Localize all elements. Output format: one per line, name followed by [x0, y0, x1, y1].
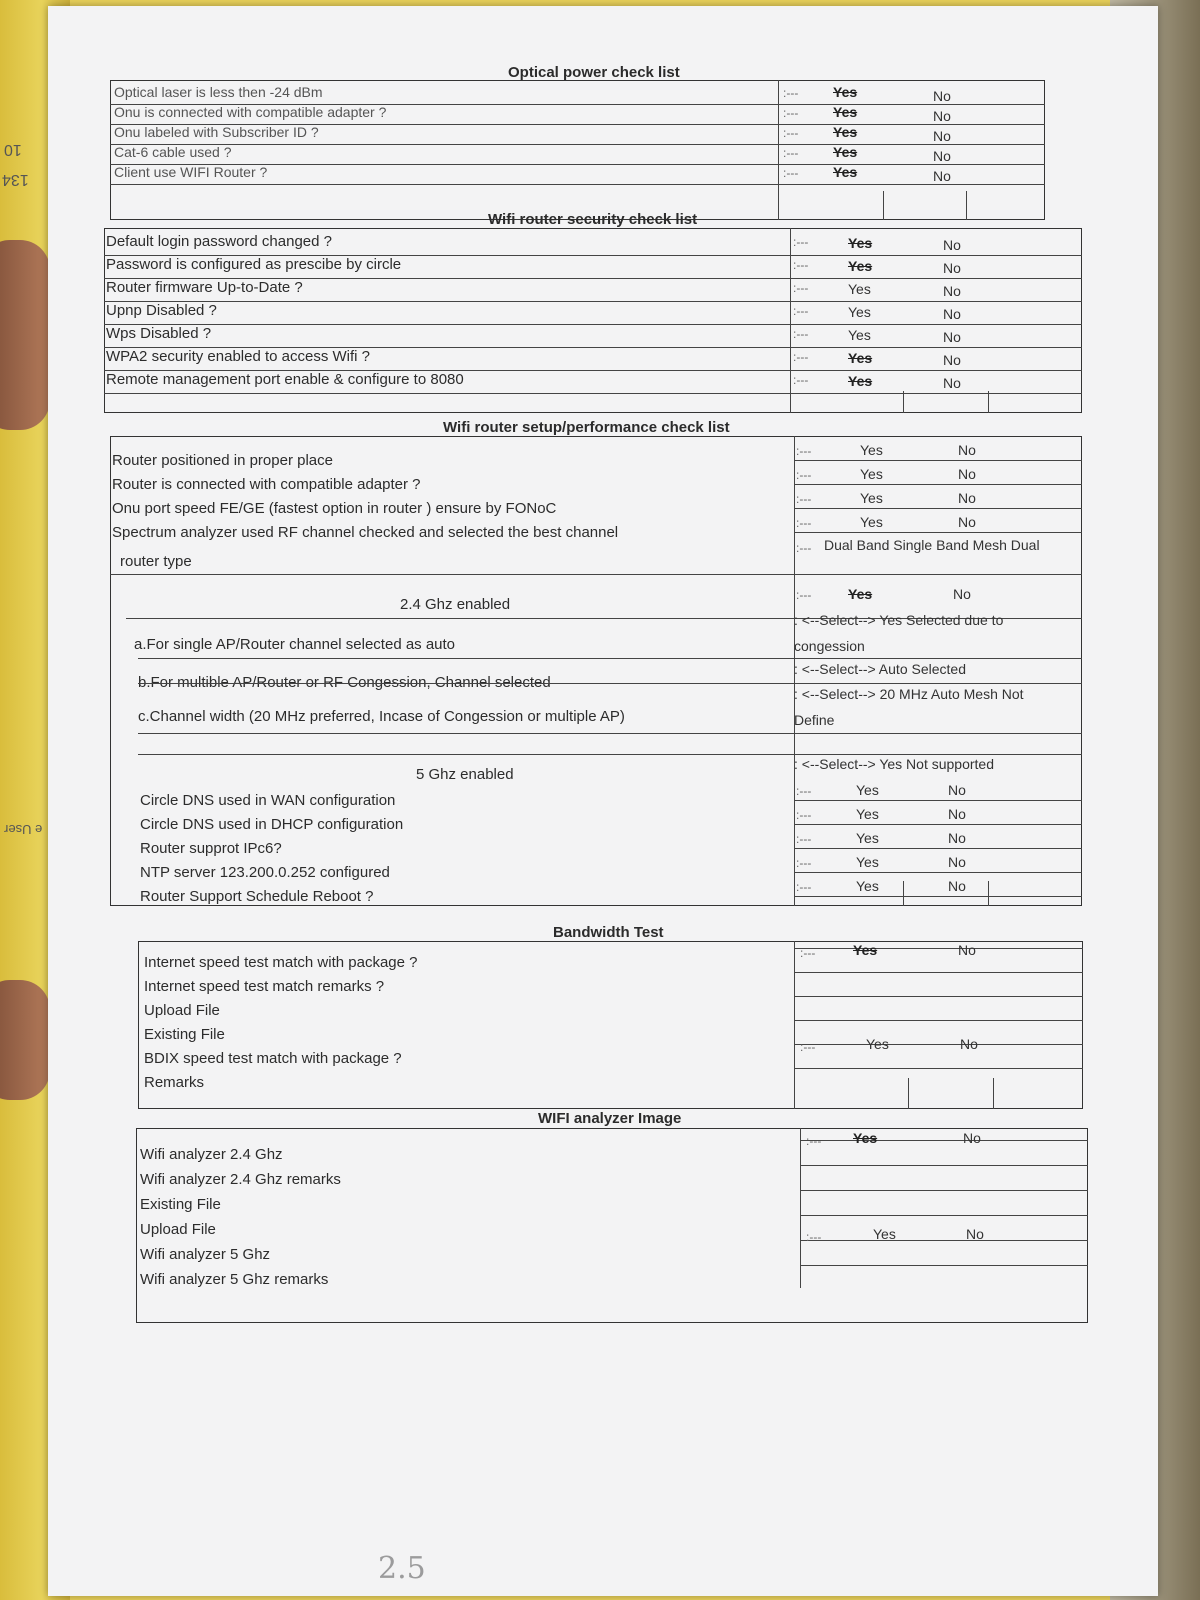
row-divider: [110, 574, 1082, 575]
no-option[interactable]: No: [958, 442, 976, 458]
question-label: Internet speed test match with package ?: [144, 954, 418, 971]
no-option[interactable]: No: [948, 854, 966, 870]
question-label: Wifi analyzer 2.4 Ghz: [140, 1146, 283, 1163]
question-label: Router is connected with compatible adapter ?: [112, 476, 421, 493]
question-label: Cat-6 cable used ?: [114, 144, 232, 160]
row-divider: [138, 683, 1082, 684]
row-divider: [800, 1240, 1088, 1241]
dash-marker: :---: [806, 1134, 822, 1148]
dash-marker: :---: [796, 541, 812, 555]
dash-marker: :---: [793, 304, 809, 318]
yes-option[interactable]: Yes: [856, 830, 879, 846]
row-divider: [794, 1020, 1083, 1021]
yes-option-checked[interactable]: Yes: [853, 942, 878, 958]
no-option[interactable]: No: [933, 108, 951, 124]
finger-shape: [0, 980, 50, 1100]
question-label: Onu is connected with compatible adapter ?: [114, 104, 387, 120]
row-divider: [110, 144, 1045, 145]
dash-marker: :---: [783, 86, 799, 100]
question-label: Remote management port enable & configure to 8080: [106, 371, 464, 388]
row-divider: [138, 754, 1082, 755]
question-label: Upload File: [144, 1002, 220, 1019]
question-label: Wifi analyzer 2.4 Ghz remarks: [140, 1171, 341, 1188]
row-divider: [794, 532, 1082, 533]
dash-marker: :---: [806, 1230, 822, 1244]
question-label: Upnp Disabled ?: [106, 302, 217, 319]
optical-table: [110, 80, 1045, 220]
yes-option[interactable]: Yes: [856, 782, 879, 798]
yes-option-checked[interactable]: Yes: [833, 84, 858, 100]
row-divider: [794, 948, 1083, 949]
no-option[interactable]: No: [960, 1036, 978, 1052]
channel-selected-value[interactable]: : <--Select--> Auto Selected: [794, 661, 966, 677]
channel-selected-label: b.For multible AP/Router or RF Congession, Channel selected: [138, 674, 551, 691]
no-option[interactable]: No: [933, 88, 951, 104]
yes-option[interactable]: Yes: [866, 1036, 889, 1052]
dash-marker: :---: [796, 492, 812, 506]
router-type-label: router type: [120, 553, 192, 570]
finger-shape: [0, 240, 50, 430]
question-label: Router positioned in proper place: [112, 452, 333, 469]
row-divider: [794, 800, 1082, 801]
row-divider: [794, 972, 1083, 973]
yes-option[interactable]: Yes: [860, 466, 883, 482]
row-divider: [794, 1068, 1083, 1069]
yes-option[interactable]: Yes: [856, 806, 879, 822]
yes-option[interactable]: Yes: [856, 854, 879, 870]
section-title-analyzer: WIFI analyzer Image: [538, 1110, 682, 1127]
row-divider: [794, 484, 1082, 485]
channel-auto-value-cont: congession: [794, 638, 865, 654]
row-divider: [794, 824, 1082, 825]
no-option[interactable]: No: [943, 352, 961, 368]
question-label: Existing File: [144, 1026, 225, 1043]
question-label: Wifi analyzer 5 Ghz remarks: [140, 1271, 329, 1288]
row-divider: [794, 872, 1082, 873]
question-label: Router firmware Up-to-Date ?: [106, 279, 303, 296]
dash-marker: :---: [796, 832, 812, 846]
yes-option-checked[interactable]: Yes: [833, 144, 858, 160]
section-title-optical: Optical power check list: [508, 64, 680, 81]
no-option[interactable]: No: [948, 782, 966, 798]
question-label: Upload File: [140, 1221, 216, 1238]
cell-divider: [993, 1078, 994, 1109]
row-divider: [794, 996, 1083, 997]
no-option[interactable]: No: [943, 375, 961, 391]
no-option[interactable]: No: [958, 490, 976, 506]
yes-option[interactable]: Yes: [860, 514, 883, 530]
yes-option[interactable]: Yes: [856, 878, 879, 894]
question-label: Wifi analyzer 5 Ghz: [140, 1246, 271, 1263]
dash-marker: :---: [783, 106, 799, 120]
section-title-setup: Wifi router setup/performance check list: [443, 419, 730, 436]
cell-divider: [883, 191, 884, 220]
no-option[interactable]: No: [943, 306, 961, 322]
yes-option-checked[interactable]: Yes: [853, 1130, 878, 1146]
dash-marker: :---: [796, 588, 812, 602]
yes-option-checked[interactable]: Yes: [848, 373, 873, 389]
question-label: Circle DNS used in WAN configuration: [140, 792, 396, 809]
row-divider: [794, 508, 1082, 509]
row-divider: [794, 460, 1082, 461]
row-divider: [800, 1165, 1088, 1166]
yes-option[interactable]: Yes: [873, 1226, 896, 1242]
question-label: Client use WIFI Router ?: [114, 164, 268, 180]
yes-option-checked[interactable]: Yes: [833, 104, 858, 120]
channel-auto-label: a.For single AP/Router channel selected as auto: [134, 636, 456, 653]
dash-marker: :---: [796, 880, 812, 894]
channel-width-label: c.Channel width (20 MHz preferred, Incase of Congession or multiple AP): [138, 708, 625, 725]
question-label: Internet speed test match remarks ?: [144, 978, 385, 995]
question-label: Wps Disabled ?: [106, 325, 212, 342]
dash-marker: :---: [793, 350, 809, 364]
no-option[interactable]: No: [943, 283, 961, 299]
column-divider: [800, 1128, 801, 1288]
dash-marker: :---: [783, 126, 799, 140]
no-option[interactable]: No: [933, 128, 951, 144]
question-label: Remarks: [144, 1074, 205, 1091]
ghz24-label: 2.4 Ghz enabled: [400, 596, 511, 613]
cell-divider: [966, 191, 967, 220]
dash-marker: :---: [783, 146, 799, 160]
yes-option-checked[interactable]: Yes: [833, 124, 858, 140]
row-divider: [794, 896, 1082, 897]
row-divider: [104, 301, 1082, 302]
section-title-bandwidth: Bandwidth Test: [553, 924, 664, 941]
column-divider: [778, 80, 779, 220]
no-option[interactable]: No: [943, 237, 961, 253]
dash-marker: :---: [793, 373, 809, 387]
yes-option[interactable]: Yes: [848, 281, 871, 297]
dash-marker: :---: [783, 166, 799, 180]
dash-marker: :---: [793, 258, 809, 272]
question-label: Password is configured as prescibe by circle: [106, 256, 402, 273]
question-label: Router supprot IPc6?: [140, 840, 282, 857]
cell-divider: [988, 881, 989, 906]
no-option[interactable]: No: [933, 148, 951, 164]
question-label: Onu labeled with Subscriber ID ?: [114, 124, 319, 140]
dash-marker: :---: [796, 856, 812, 870]
row-divider: [104, 393, 1082, 394]
cell-divider: [903, 881, 904, 906]
question-label: Existing File: [140, 1196, 221, 1213]
no-option[interactable]: No: [958, 942, 976, 958]
dash-marker: :---: [800, 1040, 816, 1054]
dash-marker: :---: [793, 281, 809, 295]
question-label: Onu port speed FE/GE (fastest option in router ) ensure by FONoC: [112, 500, 557, 517]
dash-marker: :---: [793, 327, 809, 341]
dash-marker: :---: [796, 808, 812, 822]
row-divider: [800, 1190, 1088, 1191]
row-divider: [800, 1215, 1088, 1216]
question-label: WPA2 security enabled to access Wifi ?: [106, 348, 370, 365]
yes-option[interactable]: Yes: [860, 442, 883, 458]
yes-option-checked[interactable]: Yes: [848, 235, 873, 251]
row-divider: [138, 658, 1082, 659]
no-option[interactable]: No: [958, 514, 976, 530]
side-text: e User: [4, 822, 43, 837]
row-divider: [138, 733, 1082, 734]
channel-auto-value[interactable]: : <--Select--> Yes Selected due to: [794, 612, 1004, 628]
channel-width-value[interactable]: : <--Select--> 20 MHz Auto Mesh Not: [794, 686, 1024, 702]
column-divider: [794, 941, 795, 1109]
dash-marker: :---: [796, 784, 812, 798]
dash-marker: :---: [796, 444, 812, 458]
cell-divider: [903, 391, 904, 413]
question-label: Optical laser is less then -24 dBm: [114, 84, 323, 100]
channel-width-value-cont: Define: [794, 712, 835, 728]
yes-option[interactable]: Yes: [848, 304, 871, 320]
no-option[interactable]: No: [943, 329, 961, 345]
row-divider: [110, 184, 1045, 185]
dash-marker: :---: [793, 235, 809, 249]
no-option[interactable]: No: [933, 168, 951, 184]
question-label: Router Support Schedule Reboot ?: [140, 888, 374, 905]
no-option[interactable]: No: [943, 260, 961, 276]
no-option[interactable]: No: [948, 830, 966, 846]
side-text: 10: [4, 141, 22, 158]
side-text: 134: [2, 171, 29, 188]
row-divider: [794, 1044, 1083, 1045]
no-option[interactable]: No: [958, 466, 976, 482]
row-divider: [800, 1265, 1088, 1266]
no-option[interactable]: No: [953, 586, 971, 602]
dash-marker: :---: [796, 468, 812, 482]
dash-marker: :---: [796, 516, 812, 530]
no-option[interactable]: No: [948, 878, 966, 894]
yes-option[interactable]: Yes: [848, 327, 871, 343]
yes-option-checked[interactable]: Yes: [848, 586, 873, 602]
cell-divider: [908, 1078, 909, 1109]
question-label: NTP server 123.200.0.252 configured: [140, 864, 390, 881]
section-title-security: Wifi router security check list: [488, 211, 698, 228]
yes-option-checked[interactable]: Yes: [848, 350, 873, 366]
question-label: Circle DNS used in DHCP configuration: [140, 816, 404, 833]
question-label: Default login password changed ?: [106, 233, 332, 250]
cell-divider: [988, 391, 989, 413]
ghz5-label: 5 Ghz enabled: [416, 766, 514, 783]
question-label: BDIX speed test match with package ?: [144, 1050, 402, 1067]
faint-handwriting: 2.5: [378, 1551, 426, 1586]
no-option[interactable]: No: [966, 1226, 984, 1242]
row-divider: [104, 324, 1082, 325]
question-label: Spectrum analyzer used RF channel checked and selected the best channel: [112, 524, 619, 541]
checklist-sheet: [48, 6, 1158, 1596]
row-divider: [794, 848, 1082, 849]
dash-marker: :---: [800, 946, 816, 960]
row-divider: [800, 1140, 1088, 1141]
no-option[interactable]: No: [948, 806, 966, 822]
yes-option-checked[interactable]: Yes: [848, 258, 873, 274]
ghz5-value[interactable]: : <--Select--> Yes Not supported: [794, 756, 994, 772]
yes-option[interactable]: Yes: [860, 490, 883, 506]
router-type-options[interactable]: Dual Band Single Band Mesh Dual: [824, 537, 1040, 553]
yes-option-checked[interactable]: Yes: [833, 164, 858, 180]
no-option[interactable]: No: [963, 1130, 981, 1146]
